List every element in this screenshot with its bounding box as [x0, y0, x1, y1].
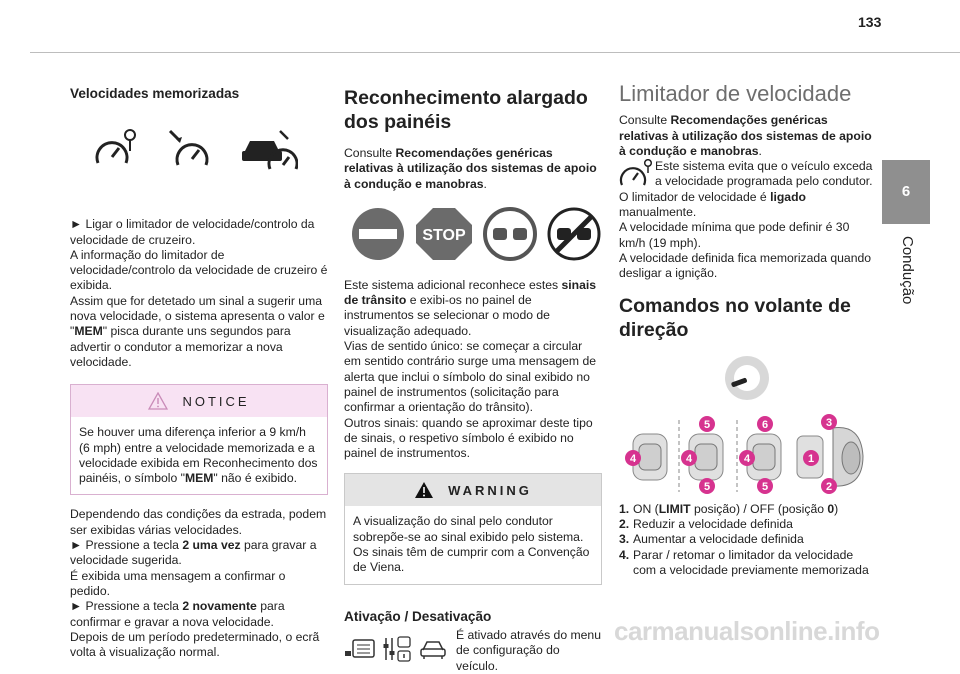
column-memorized-speeds — [70, 86, 328, 660]
limiter-activation-text: O limitador de velocidade é ligado manualmente. — [619, 189, 806, 220]
callout-4: 4 — [629, 452, 637, 465]
list-item: 3. Aumentar a velocidade definida — [619, 532, 804, 547]
steering-wheel-controls-diagram — [619, 348, 875, 494]
watermark: carmanualsonline.info — [614, 616, 880, 646]
stop-sign-icon — [414, 206, 474, 262]
column-extended-sign-recognition — [344, 86, 602, 674]
callout-2: 2 — [825, 480, 833, 493]
consult-recommendations: Consulte Recomendações genéricas relativas à utilização dos sistemas de apoio à condução e manobras. — [344, 146, 597, 191]
notice-text: Se houver uma diferença inferior a 9 km/h (6 mph) entre a velocidade memorizada e a velocidade exibida em Reconhecimento dos painéis, o símbolo "MEM" não é exibido. — [79, 425, 318, 486]
section-heading-speed-limiter: Limitador de velocidade — [619, 81, 852, 106]
sign-recognition-text: Este sistema adicional reconhece estes sinais de trânsito e exibi-os no painel de instrumentos se selecionar o modo de visualização adequado. — [344, 277, 597, 338]
callout-5: 5 — [703, 480, 711, 493]
control-pad-left — [633, 434, 723, 480]
end-of-no-overtaking-sign-icon — [546, 206, 602, 262]
speed-limiter-icon — [619, 159, 653, 189]
memorized-speed-icons — [92, 125, 328, 177]
consult-recommendations-limiter: Consulte Recomendações genéricas relativas à utilização dos sistemas de apoio à condução e manobras. — [619, 113, 872, 158]
callout-4: 4 — [743, 452, 751, 465]
header-divider — [30, 52, 960, 53]
memorized-speeds-instructions: Dependendo das condições da estrada, podem ser exibidas várias velocidades. ► Pressione a tecla 2 uma vez para gravar a velocidade sugerida. É exibida uma mensagem a confirmar o pedido. ► Pressione a tecla 2 novamente para confirmar e gravar a nova velocidade. Depois de um período predeterminado, o ecrã volta à visualização normal. — [70, 507, 327, 660]
chapter-label: Condução — [899, 236, 916, 305]
speed-limiter-icon — [92, 129, 140, 173]
limiter-description: Este sistema evita que o veículo exceda a velocidade programada pelo condutor. — [655, 159, 873, 189]
activation-text: É ativado através do menu de configuração do veículo. — [456, 627, 601, 673]
section-heading-memorized-speeds: Velocidades memorizadas — [70, 86, 240, 101]
callout-5: 5 — [703, 418, 711, 431]
warning-box — [344, 473, 602, 584]
subsection-heading-activation: Ativação / Desativação — [344, 608, 492, 624]
limiter-intro-row — [619, 159, 875, 190]
callout-4: 4 — [685, 452, 693, 465]
limiter-memory-text: A velocidade definida fica memorizada quando desligar a ignição. — [619, 250, 872, 281]
list-item: 2. Reduzir a velocidade definida — [619, 517, 793, 532]
section-heading-extended-sign-recognition: Reconhecimento alargado dos painéis — [344, 87, 588, 133]
warning-title: WARNING — [448, 482, 532, 498]
svg-text:STOP: STOP — [422, 226, 466, 244]
callout-1: 1 — [807, 452, 815, 465]
page-number: 133 — [858, 14, 882, 30]
chapter-label-container — [894, 236, 916, 356]
warning-header — [345, 474, 601, 506]
limiter-minimum-speed: A velocidade mínima que pode definir é 30 km/h (19 mph). — [619, 220, 850, 250]
column-speed-limiter — [619, 81, 875, 578]
memorized-speeds-text: ► Ligar o limitador de velocidade/controlo da velocidade de cruzeiro. A informação do limitador de velocidade/controlo da velocidade de cruzeiro é exibida. Assim que for detetado um sinal a sugerir uma nova velocidade, o sistema apresenta o valor e "MEM" pisca durante uns segundos para advertir o condutor a memorizar a nova velocidade. — [70, 217, 328, 369]
warning-text: A visualização do sinal pelo condutor sobrepõe-se ao sinal exibido pelo sistema. Os sinais têm de cumprir com a Convenção de Viena. — [353, 514, 590, 575]
no-overtaking-sign-icon — [482, 206, 538, 262]
list-item: 4. Parar / retomar o limitador da velocidade com a velocidade previamente memorizada — [619, 547, 869, 578]
chapter-tab[interactable]: 6 — [882, 160, 930, 224]
notice-box — [70, 384, 328, 495]
controls-list — [619, 502, 875, 578]
callout-6: 6 — [761, 418, 769, 431]
activation-row — [344, 627, 602, 674]
warning-triangle-icon — [148, 392, 168, 410]
warning-triangle-icon — [414, 481, 434, 499]
steering-wheel-icon — [725, 356, 769, 400]
no-entry-sign-icon — [350, 206, 406, 262]
list-item: 1. ON (LIMIT posição) / OFF (posição 0) — [619, 501, 839, 516]
traffic-sign-icons — [350, 206, 602, 262]
section-heading-steering-controls: Comandos no volante de direção — [619, 294, 851, 341]
notice-header — [71, 385, 327, 417]
cruise-control-icon — [166, 129, 214, 173]
notice-title: NOTICE — [182, 393, 250, 409]
adaptive-cruise-control-icon — [240, 129, 298, 173]
one-way-text: Vias de sentido único: se começar a circular em sentido contrário surge uma mensagem de alerta que inclui o símbolo do sinal exibido no painel de instrumentos (solicitação para confirmar a orientação do trânsito). — [344, 339, 597, 415]
callout-3: 3 — [825, 416, 833, 429]
callout-5: 5 — [761, 480, 769, 493]
other-signs-text: Outros sinais: quando se aproximar deste tipo de sinais, o respetivo símbolo é exibido no painel de instrumentos. — [344, 415, 593, 461]
